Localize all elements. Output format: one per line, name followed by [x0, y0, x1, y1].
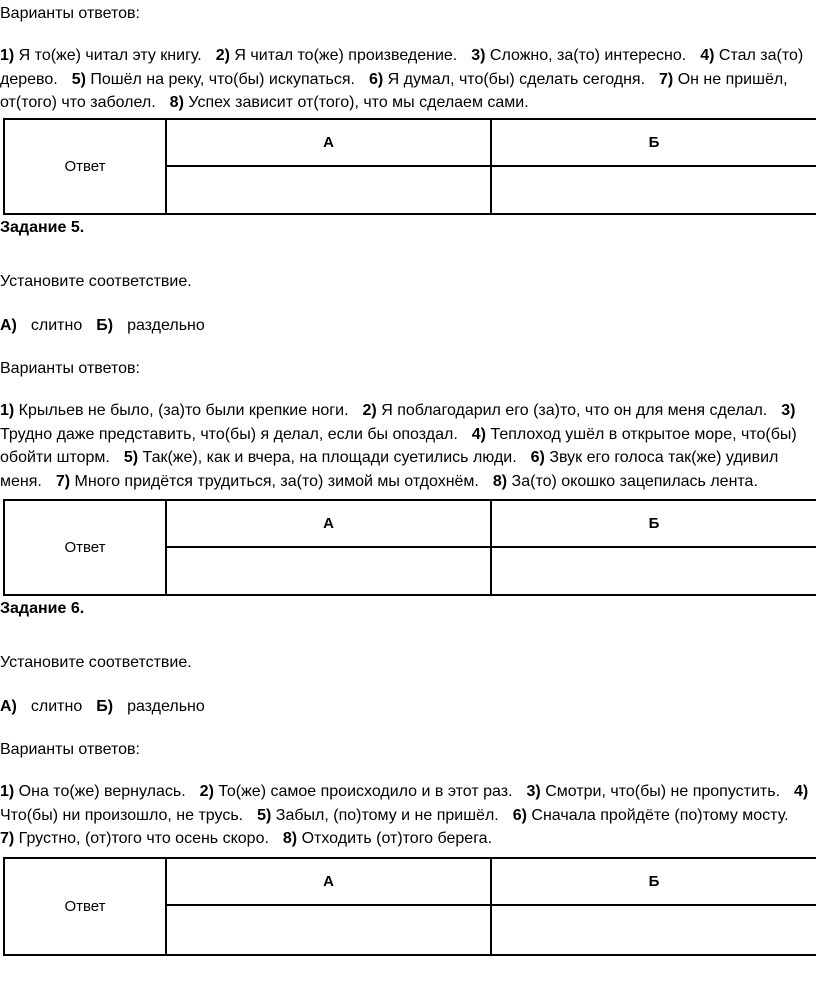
option-a-text: слитно	[30, 317, 83, 334]
item-number: 6)	[369, 70, 384, 88]
item-number: 6)	[530, 449, 545, 466]
option-b-text: раздельно	[127, 698, 205, 715]
item-text: Теплоход ушёл в открытое море, что(бы)	[486, 425, 797, 443]
item-number: 6)	[512, 806, 527, 824]
item-number: 4)	[794, 783, 809, 800]
column-header-a: А	[166, 858, 491, 905]
variants-line	[0, 804, 816, 828]
option-a-letter: А)	[0, 698, 17, 715]
column-header-a: А	[166, 119, 491, 166]
item-text: Звук его голоса так(же) удивил	[544, 449, 779, 466]
answer-table-6	[3, 857, 816, 956]
answer-cell-a[interactable]	[166, 905, 491, 955]
option-a-letter: А)	[0, 317, 17, 334]
answer-cell-b[interactable]	[491, 905, 816, 955]
variants-line	[0, 470, 816, 494]
instruction-5: Установите соответствие.	[0, 273, 192, 290]
task-heading-5: Задание 5.	[0, 219, 85, 236]
instruction-6: Установите соответствие.	[0, 654, 192, 671]
item-text: Пошёл на реку, что(бы) искупаться.	[85, 70, 355, 88]
task-heading-6: Задание 6.	[0, 600, 85, 617]
item-text: Я думал, что(бы) сделать сегодня.	[383, 70, 646, 88]
item-text: Я то(же) читал эту книгу.	[14, 47, 202, 64]
item-text: Что(бы) ни произошло, не трусь.	[0, 806, 244, 824]
answer-table-4	[3, 118, 816, 215]
item-text: от(того) что заболел.	[0, 94, 156, 111]
column-header-b: Б	[491, 500, 816, 547]
option-b-letter: Б)	[96, 317, 114, 334]
item-text: Много придётся трудиться, за(то) зимой мы отдохнём.	[70, 472, 479, 490]
item-text: меня.	[0, 472, 42, 490]
item-number: 2)	[199, 783, 214, 800]
variants-label-5: Варианты ответов:	[0, 360, 140, 377]
item-text: За(то) окошко зацепилась лента.	[507, 472, 758, 490]
variants-line	[0, 91, 816, 115]
answer-cell-b[interactable]	[491, 166, 816, 214]
item-number: 8)	[282, 830, 298, 847]
item-number: 8)	[169, 94, 184, 111]
variants-line	[0, 44, 816, 68]
item-number: 7)	[659, 70, 674, 88]
option-b-text: раздельно	[127, 317, 205, 334]
item-number: 1)	[0, 783, 15, 800]
option-a-text: слитно	[30, 698, 83, 715]
item-number: 3)	[471, 47, 486, 64]
item-text: Отходить (от)того берега.	[297, 830, 493, 847]
item-text: Трудно даже представить, что(бы) я делал, если бы опоздал.	[0, 425, 458, 443]
item-number: 4)	[700, 47, 715, 64]
answer-cell-a[interactable]	[166, 166, 491, 214]
item-text: Смотри, что(бы) не пропустить.	[540, 783, 781, 800]
variants-line	[0, 423, 816, 447]
item-text: обойти шторм.	[0, 449, 110, 466]
item-number: 2)	[215, 47, 230, 64]
item-number: 5)	[123, 449, 139, 466]
column-header-a: А	[166, 500, 491, 547]
item-number: 3)	[526, 783, 541, 800]
variants-label-4: Варианты ответов:	[0, 5, 140, 22]
item-text: Стал за(то)	[714, 47, 804, 64]
variants-list-4	[0, 44, 816, 115]
item-text: Сложно, за(то) интересно.	[485, 47, 687, 64]
answer-cell-b[interactable]	[491, 547, 816, 595]
item-number: 7)	[0, 830, 15, 847]
variants-line	[0, 68, 816, 92]
item-number: 8)	[492, 472, 508, 490]
item-number: 5)	[71, 70, 86, 88]
variants-list-6	[0, 780, 816, 851]
item-text: Я читал то(же) произведение.	[229, 47, 458, 64]
item-number: 2)	[362, 402, 377, 419]
option-b-letter: Б)	[96, 698, 114, 715]
answer-label: Ответ	[4, 858, 166, 955]
item-text: Так(же), как и вчера, на площади суетились люди.	[138, 449, 517, 466]
column-header-b: Б	[491, 858, 816, 905]
item-number: 5)	[257, 806, 272, 824]
item-text: Он не пришёл,	[673, 70, 788, 88]
answer-table-5	[3, 499, 816, 596]
item-text: То(же) самое происходило и в этот раз.	[213, 783, 513, 800]
item-text: Забыл, (по)тому и не пришёл.	[271, 806, 499, 824]
variants-list-5	[0, 399, 816, 493]
column-header-b: Б	[491, 119, 816, 166]
item-text: Она то(же) вернулась.	[14, 783, 186, 800]
variants-line	[0, 446, 816, 470]
item-number: 1)	[0, 47, 15, 64]
variants-line	[0, 827, 816, 851]
item-text: Сначала пройдёте (по)тому мосту.	[526, 806, 789, 824]
options-5	[0, 314, 205, 338]
item-text: Успех зависит от(того), что мы сделаем сами.	[183, 94, 529, 111]
item-number: 7)	[55, 472, 71, 490]
answer-cell-a[interactable]	[166, 547, 491, 595]
answer-label: Ответ	[4, 119, 166, 214]
item-text: Я поблагодарил его (за)то, что он для меня сделал.	[376, 402, 768, 419]
variants-line	[0, 399, 816, 423]
item-text: дерево.	[0, 70, 58, 88]
answer-label: Ответ	[4, 500, 166, 595]
item-text: Крыльев не было, (за)то были крепкие ноги.	[14, 402, 349, 419]
variants-label-6: Варианты ответов:	[0, 741, 140, 758]
item-number: 3)	[781, 402, 796, 419]
item-number: 1)	[0, 402, 15, 419]
item-number: 4)	[471, 425, 487, 443]
options-6	[0, 695, 205, 719]
item-text: Грустно, (от)того что осень скоро.	[14, 830, 269, 847]
variants-line	[0, 780, 816, 804]
